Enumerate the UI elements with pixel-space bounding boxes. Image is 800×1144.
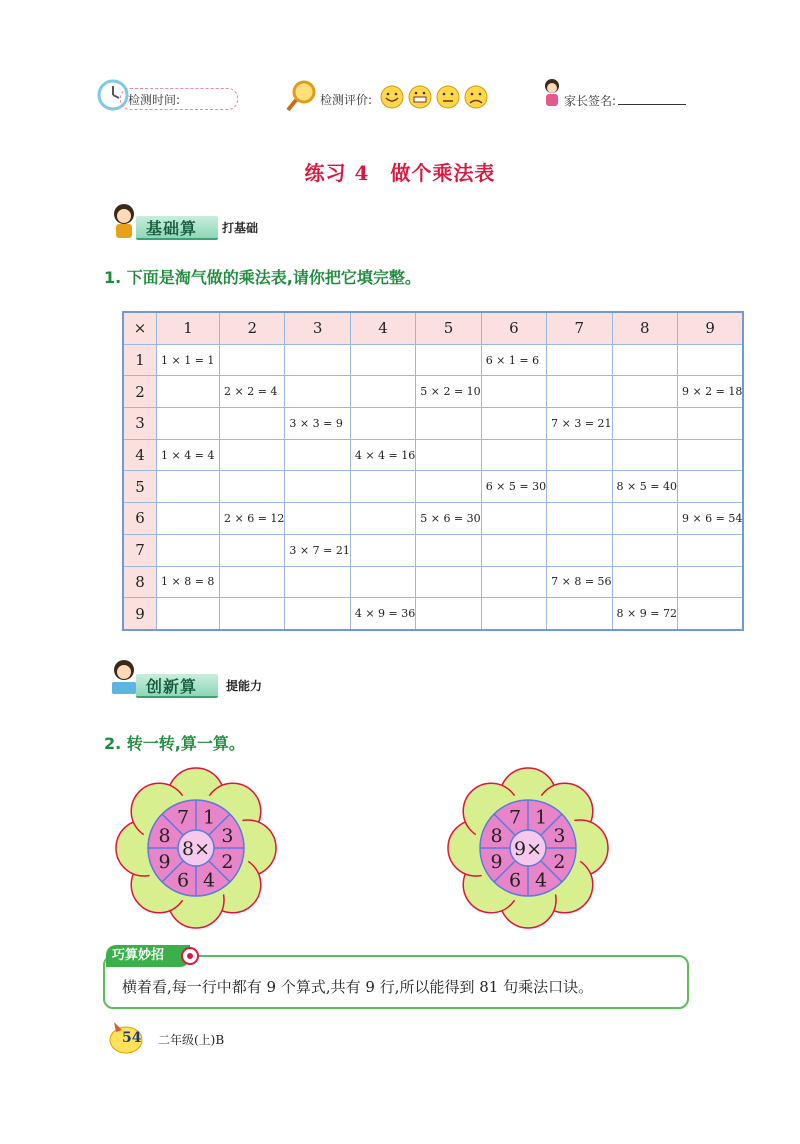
- table-header-row: [123, 312, 743, 344]
- table-cell-empty[interactable]: [285, 344, 350, 376]
- parent-signature-label: 家长签名:: [564, 94, 617, 108]
- table-cell-empty[interactable]: [285, 439, 350, 471]
- happy-face-icon: [381, 86, 403, 108]
- table-cell-empty[interactable]: [416, 471, 481, 503]
- banner-subtitle: 提能力: [226, 679, 263, 693]
- table-row: [123, 408, 743, 440]
- table-row: [123, 534, 743, 566]
- table-cell-empty[interactable]: [677, 344, 743, 376]
- row-header: 7: [123, 534, 157, 566]
- table-cell-empty[interactable]: [416, 566, 481, 598]
- table-cell-empty[interactable]: [350, 408, 415, 440]
- column-header: 6: [481, 312, 546, 344]
- row-header: 1: [123, 344, 157, 376]
- table-cell-empty[interactable]: [157, 503, 220, 535]
- ring-number: 1: [202, 806, 216, 829]
- table-cell-filled: 6 × 5 = 30: [481, 471, 546, 503]
- flower-wheels: [0, 760, 800, 930]
- row-header: 2: [123, 376, 157, 408]
- table-corner: ×: [123, 312, 157, 344]
- table-cell-filled: 1 × 4 = 4: [157, 439, 220, 471]
- flower-wheel: [448, 768, 608, 928]
- table-cell-empty[interactable]: [350, 344, 415, 376]
- table-row: [123, 471, 743, 503]
- table-cell-filled: 9 × 2 = 18: [677, 376, 743, 408]
- grin-face-icon: [409, 86, 431, 108]
- table-cell-empty[interactable]: [481, 503, 546, 535]
- table-cell-empty[interactable]: [677, 534, 743, 566]
- table-cell-empty[interactable]: [220, 439, 285, 471]
- ring-number: 3: [553, 824, 566, 847]
- column-header: 1: [157, 312, 220, 344]
- table-cell-empty[interactable]: [547, 503, 612, 535]
- table-cell-empty[interactable]: [350, 566, 415, 598]
- table-cell-empty[interactable]: [547, 534, 612, 566]
- eval-label: 检测评价:: [320, 93, 373, 107]
- grade-label: 二年级(上)B: [158, 1033, 225, 1047]
- table-cell-empty[interactable]: [416, 439, 481, 471]
- question-2: 2. 转一转,算一算。: [104, 734, 245, 753]
- page-title: 练习 4 做个乘法表: [304, 161, 496, 185]
- table-cell-empty[interactable]: [157, 408, 220, 440]
- row-header: 4: [123, 439, 157, 471]
- table-cell-empty[interactable]: [220, 534, 285, 566]
- girl-mascot-icon: [540, 76, 564, 112]
- table-cell-empty[interactable]: [220, 566, 285, 598]
- table-cell-empty[interactable]: [612, 376, 677, 408]
- table-cell-empty[interactable]: [677, 439, 743, 471]
- table-cell-empty[interactable]: [612, 439, 677, 471]
- table-cell-empty[interactable]: [612, 408, 677, 440]
- table-cell-filled: 5 × 6 = 30: [416, 503, 481, 535]
- table-row: [123, 344, 743, 376]
- table-cell-empty[interactable]: [612, 566, 677, 598]
- tip-bulb-icon: [180, 946, 200, 966]
- table-cell-empty[interactable]: [677, 408, 743, 440]
- question-1: 1. 下面是淘气做的乘法表,请你把它填完整。: [104, 268, 421, 287]
- banner-title: 基础算: [146, 219, 198, 238]
- ring-number: 8: [490, 824, 503, 847]
- row-header: 6: [123, 503, 157, 535]
- column-header: 2: [220, 312, 285, 344]
- table-cell-filled: 4 × 9 = 36: [350, 598, 415, 630]
- sad-face-icon: [465, 86, 487, 108]
- table-row: [123, 503, 743, 535]
- table-cell-empty[interactable]: [612, 503, 677, 535]
- table-cell-filled: 2 × 2 = 4: [220, 376, 285, 408]
- column-header: 5: [416, 312, 481, 344]
- table-cell-empty[interactable]: [157, 598, 220, 630]
- flower-center-label: 8×: [181, 838, 211, 860]
- table-cell-empty[interactable]: [416, 598, 481, 630]
- row-header: 9: [123, 598, 157, 630]
- worried-face-icon: [437, 86, 459, 108]
- ring-number: 9: [490, 851, 503, 874]
- magnifier-icon: [284, 78, 320, 114]
- table-cell-filled: 3 × 7 = 21: [285, 534, 350, 566]
- table-cell-filled: 4 × 4 = 16: [350, 439, 415, 471]
- table-cell-empty[interactable]: [677, 471, 743, 503]
- table-cell-empty[interactable]: [220, 471, 285, 503]
- signature-line[interactable]: [618, 104, 686, 105]
- column-header: 3: [285, 312, 350, 344]
- tip-label: 巧算妙招: [106, 945, 190, 967]
- ring-number: 6: [508, 869, 522, 892]
- table-cell-filled: 8 × 5 = 40: [612, 471, 677, 503]
- table-cell-empty[interactable]: [481, 598, 546, 630]
- table-cell-filled: 2 × 6 = 12: [220, 503, 285, 535]
- table-cell-empty[interactable]: [481, 534, 546, 566]
- ring-number: 7: [176, 806, 190, 829]
- emoji-rating-icons: [379, 84, 491, 110]
- table-cell-empty[interactable]: [220, 598, 285, 630]
- row-header: 3: [123, 408, 157, 440]
- table-row: [123, 566, 743, 598]
- table-cell-empty[interactable]: [547, 376, 612, 408]
- table-cell-empty[interactable]: [157, 534, 220, 566]
- column-header: 9: [677, 312, 743, 344]
- flower-center-label: 9×: [513, 838, 543, 860]
- ring-number: 4: [534, 869, 548, 892]
- table-cell-filled: 5 × 2 = 10: [416, 376, 481, 408]
- time-label: 检测时间:: [128, 93, 181, 107]
- row-header: 8: [123, 566, 157, 598]
- table-cell-empty[interactable]: [416, 534, 481, 566]
- table-cell-filled: 9 × 6 = 54: [677, 503, 743, 535]
- table-cell-empty[interactable]: [285, 566, 350, 598]
- table-cell-empty[interactable]: [481, 439, 546, 471]
- table-cell-empty[interactable]: [481, 566, 546, 598]
- table-row: [123, 598, 743, 630]
- table-row: [123, 439, 743, 471]
- table-cell-empty[interactable]: [677, 598, 743, 630]
- row-header: 5: [123, 471, 157, 503]
- table-row: [123, 376, 743, 408]
- section-banner-basic: [106, 210, 276, 238]
- section-banner-innovation: [106, 668, 286, 696]
- table-cell-empty[interactable]: [416, 408, 481, 440]
- table-cell-empty[interactable]: [285, 376, 350, 408]
- banner-subtitle: 打基础: [222, 221, 259, 235]
- page-number: 54: [122, 1030, 142, 1046]
- banner-title: 创新算: [146, 677, 198, 696]
- table-cell-empty[interactable]: [547, 439, 612, 471]
- table-cell-empty[interactable]: [157, 376, 220, 408]
- table-cell-empty[interactable]: [612, 534, 677, 566]
- table-cell-empty[interactable]: [481, 376, 546, 408]
- table-cell-empty[interactable]: [547, 471, 612, 503]
- ring-number: 6: [176, 869, 190, 892]
- table-cell-empty[interactable]: [481, 408, 546, 440]
- table-cell-empty[interactable]: [350, 503, 415, 535]
- flower-wheel: [116, 768, 276, 928]
- ring-number: 1: [534, 806, 548, 829]
- column-header: 7: [547, 312, 612, 344]
- table-cell-filled: 1 × 8 = 8: [157, 566, 220, 598]
- table-cell-empty[interactable]: [157, 471, 220, 503]
- tip-text: 横着看,每一行中都有 9 个算式,共有 9 行,所以能得到 81 句乘法口诀。: [122, 978, 594, 996]
- ring-number: 8: [158, 824, 171, 847]
- table-cell-empty[interactable]: [547, 598, 612, 630]
- table-cell-empty[interactable]: [612, 344, 677, 376]
- ring-number: 4: [202, 869, 216, 892]
- table-cell-empty[interactable]: [285, 471, 350, 503]
- table-cell-filled: 3 × 3 = 9: [285, 408, 350, 440]
- table-cell-empty[interactable]: [416, 344, 481, 376]
- table-cell-empty[interactable]: [547, 344, 612, 376]
- table-cell-empty[interactable]: [285, 503, 350, 535]
- table-cell-empty[interactable]: [350, 376, 415, 408]
- ring-number: 3: [221, 824, 234, 847]
- ring-number: 9: [158, 851, 171, 874]
- table-cell-filled: 1 × 1 = 1: [157, 344, 220, 376]
- table-cell-filled: 7 × 3 = 21: [547, 408, 612, 440]
- table-cell-empty[interactable]: [220, 344, 285, 376]
- table-cell-empty[interactable]: [220, 408, 285, 440]
- table-cell-filled: 8 × 9 = 72: [612, 598, 677, 630]
- ring-number: 7: [508, 806, 522, 829]
- table-cell-empty[interactable]: [350, 471, 415, 503]
- table-cell-empty[interactable]: [285, 598, 350, 630]
- header-bar: [92, 70, 692, 120]
- table-cell-empty[interactable]: [677, 566, 743, 598]
- table-cell-filled: 6 × 1 = 6: [481, 344, 546, 376]
- column-header: 8: [612, 312, 677, 344]
- ring-number: 2: [221, 851, 234, 874]
- ring-number: 2: [553, 851, 566, 874]
- table-cell-filled: 7 × 8 = 56: [547, 566, 612, 598]
- multiplication-table: [122, 311, 744, 631]
- column-header: 4: [350, 312, 415, 344]
- table-cell-empty[interactable]: [350, 534, 415, 566]
